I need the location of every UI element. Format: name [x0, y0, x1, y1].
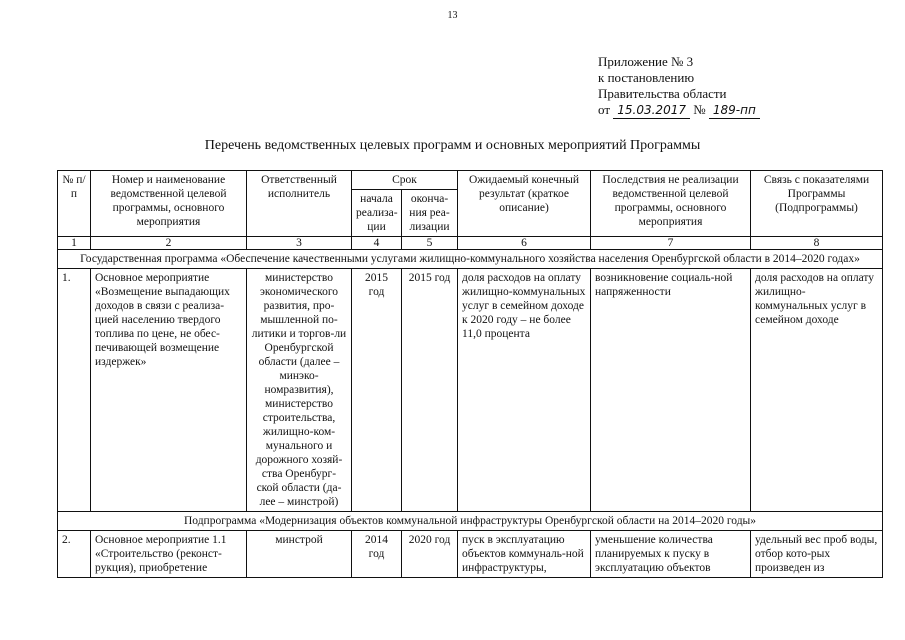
- column-number: 7: [591, 237, 751, 250]
- row1-name: Основное мероприятие «Возмещение выпадающих доходов в связи с реализа-цией населению твердого топлива по цене, не обес-печивающей возмещение издержек»: [91, 269, 247, 512]
- programs-table: [57, 170, 883, 578]
- column-number: 5: [402, 237, 458, 250]
- row2-start: 2014 год: [352, 531, 402, 578]
- handwritten-date: 15.03.2017: [613, 102, 690, 119]
- header-term-end: оконча-ния реа-лизации: [402, 190, 458, 237]
- row1-start: 2015 год: [352, 269, 402, 512]
- column-number: 1: [58, 237, 91, 250]
- appendix-line-2: к постановлению: [598, 70, 695, 85]
- section-state-program: Государственная программа «Обеспечение качественными услугами жилищно-коммунального хозяйства населения Оренбургской области в 2014–2020 годах»: [58, 250, 883, 269]
- header-link: Связь с показателями Программы (Подпрограммы): [751, 171, 883, 237]
- row1-link: доля расходов на оплату жилищно-коммунальных услуг в семейном доходе: [751, 269, 883, 512]
- header-responsible: Ответственный исполнитель: [247, 171, 352, 237]
- header-row-1: [58, 171, 883, 190]
- document-title: Перечень ведомственных целевых программ и основных мероприятий Программы: [204, 138, 701, 153]
- column-number: 3: [247, 237, 352, 250]
- appendix-date-line: [598, 102, 760, 119]
- row1-num: 1.: [58, 269, 91, 512]
- row2-link: удельный вес проб воды, отбор кото-рых произведен из: [751, 531, 883, 578]
- appendix-line-1: Приложение № 3: [598, 54, 694, 69]
- column-numbers-row: [58, 237, 883, 250]
- header-consequences: Последствия не реализации ведомственной целевой программы, основного мероприятия: [591, 171, 751, 237]
- header-term-start: начала реализа-ции: [352, 190, 402, 237]
- column-number: 2: [91, 237, 247, 250]
- page-number: 13: [447, 10, 458, 21]
- column-number: 6: [458, 237, 591, 250]
- appendix-line-3: Правительства области: [598, 86, 727, 101]
- date-prefix: от: [598, 102, 611, 117]
- row1-responsible: министерство экономического развития, про-мышленной по-литики и торгов-ли Оренбургской области (далее – минэко-номразвития), министерство строительства, жилищно-ком-мунального и дорожного хозяй-ства Оренбург-ской области (да-лее – минстрой): [247, 269, 352, 512]
- table-row: [58, 531, 883, 578]
- row2-num: 2.: [58, 531, 91, 578]
- row2-end: 2020 год: [402, 531, 458, 578]
- appendix-block: [598, 54, 760, 119]
- row1-result: доля расходов на оплату жилищно-коммунальных услуг в семейном доходе к 2020 году – не более 11,0 процента: [458, 269, 591, 512]
- header-result: Ожидаемый конечный результат (краткое описание): [458, 171, 591, 237]
- row2-name: Основное мероприятие 1.1 «Строительство (реконст-рукция), приобретение: [91, 531, 247, 578]
- header-num: № п/п: [58, 171, 91, 237]
- section-subprogram: Подпрограмма «Модернизация объектов коммунальной инфраструктуры Оренбургской области на 2014–2020 годы»: [58, 512, 883, 531]
- handwritten-number: 189-пп: [709, 102, 760, 119]
- section-row-subprogram: [58, 512, 883, 531]
- row2-consequences: уменьшение количества планируемых к пуску в эксплуатацию объектов: [591, 531, 751, 578]
- header-term: Срок: [352, 171, 458, 190]
- row2-result: пуск в эксплуатацию объектов коммуналь-ной инфраструктуры,: [458, 531, 591, 578]
- row1-consequences: возникновение социаль-ной напряженности: [591, 269, 751, 512]
- section-row-state-program: [58, 250, 883, 269]
- row2-responsible: минстрой: [247, 531, 352, 578]
- number-prefix: №: [693, 102, 706, 117]
- row1-end: 2015 год: [402, 269, 458, 512]
- column-number: 8: [751, 237, 883, 250]
- table-row: [58, 269, 883, 512]
- column-number: 4: [352, 237, 402, 250]
- header-name: Номер и наименование ведомственной целевой программы, основного мероприятия: [91, 171, 247, 237]
